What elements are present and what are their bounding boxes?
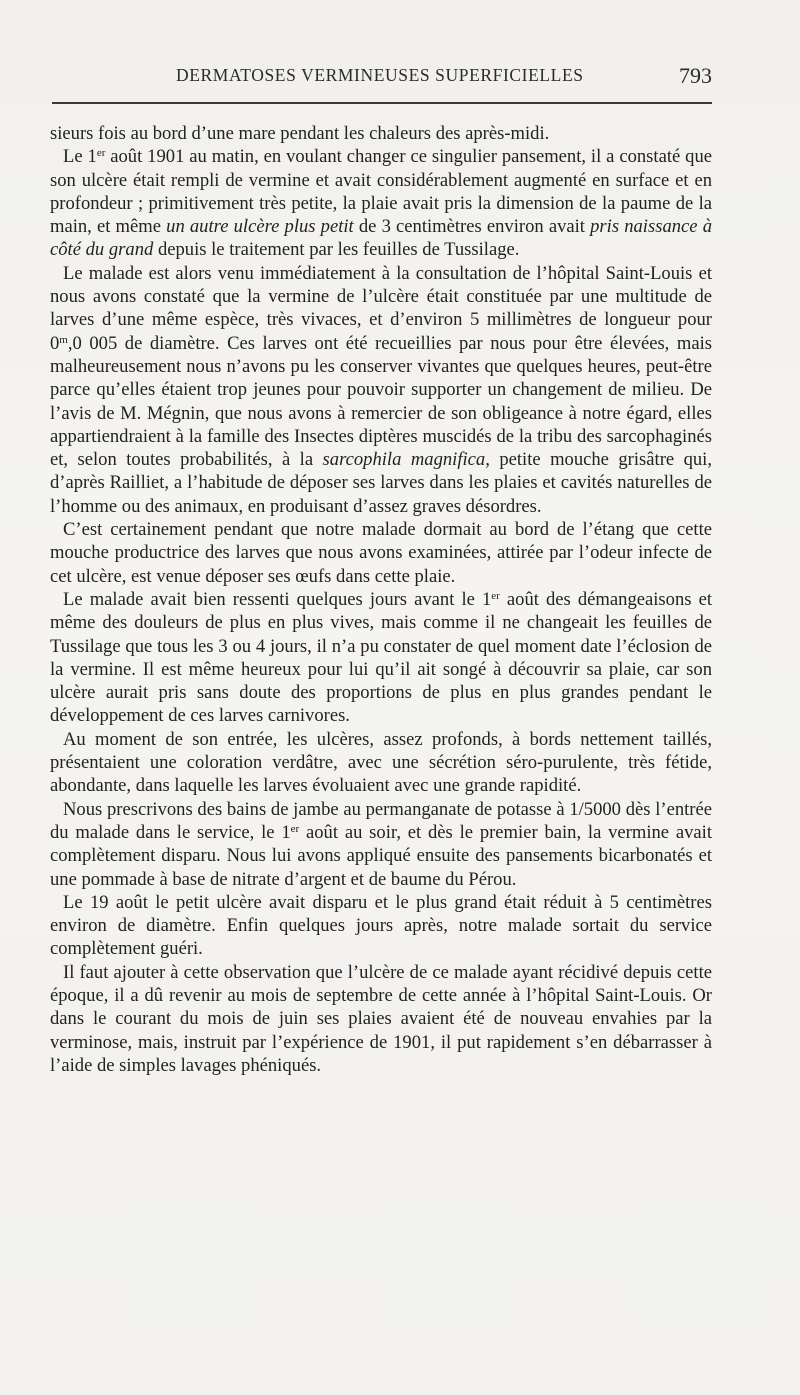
paragraph-p4 [50, 518, 712, 588]
text-run: de 3 centimètres environ avait [353, 216, 591, 238]
text-run: C’est certainement pendant que notre malade dormait au bord de l’étang que cette mouche productrice des larves que nous avons examinées, attirée par l’odeur infecte de cet ulcère, est venue déposer ses œufs dans cette plaie. [50, 519, 712, 587]
italic-text: un autre ulcère plus petit [166, 216, 354, 238]
paragraph-p3 [50, 262, 712, 518]
text-run: août au soir, et dès le premier bain, la vermine avait complètement disparu. Nous lui avons appliqué ensuite des pansements bicarbonatés et une pommade à base de nitrate d’argent et de baume du Pérou. [50, 821, 712, 890]
running-title: DERMATOSES VERMINEUSES SUPERFICIELLES [176, 65, 584, 85]
text-run: depuis le traitement par les feuilles de Tussilage. [153, 239, 520, 261]
text-run: petite mouche grisâtre qui, d’après Railliet, a l’habitude de déposer ses larves dans les plaies et cavités naturelles de l’homme ou des animaux, en produisant d’assez graves désordres. [50, 449, 713, 517]
text-run: Nous prescrivons des bains de jambe au permanganate de potasse à 1/5000 dès l’entrée du malade dans le service, le 1 [50, 798, 712, 843]
paragraph-p8 [50, 891, 712, 961]
superscript: m [59, 333, 68, 346]
superscript: er [96, 147, 106, 160]
text-run: Au moment de son entrée, les ulcères, assez profonds, à bords nettement taillés, présentaient une coloration verdâtre, avec une sécrétion séro-purulente, très fétide, abondante, dans laquelle les larves évoluaient avec une grande rapidité. [50, 728, 712, 797]
paragraph-p6 [50, 728, 712, 798]
page-header [50, 63, 712, 93]
text-run: Il faut ajouter à cette observation que l’ulcère de ce malade ayant récidivé depuis cette époque, il a dû revenir au mois de septembre de cette année à l’hôpital Saint-Louis. Or dans le courant du mois de juin ses plaies avaient été de nouveau envahies par la verminose, mais, instruit par l’expérience de 1901, il put rapidement s’en débarrasser à l’aide de simples lavages phéniqués. [50, 961, 712, 1076]
text-run: Le 19 août le petit ulcère avait disparu et le plus grand était réduit à 5 centimètres environ de diamètre. Enfin quelques jours après, notre malade sortait du service complètement guéri. [50, 891, 712, 960]
text-run: août des démangeaisons et même des douleurs de plus en plus vives, mais comme il ne changeait les feuilles de Tussilage que tous les 3 ou 4 jours, il n’a pu constater de quel moment date l’éclosion de la vermine. Il est même heureux pour lui qu’il ait songé à découvrir sa plaie, car son ulcère aurait pris sans doute des proportions de plus en plus grandes pendant le développement de ces larves carnivores. [50, 588, 712, 727]
text-run: Le malade avait bien ressenti quelques jours avant le 1 [63, 588, 492, 610]
header-rule [52, 102, 712, 104]
text-run: sieurs fois au bord d’une mare pendant les chaleurs des après-midi. [50, 123, 550, 144]
paragraph-p5 [50, 588, 712, 728]
text-run: août 1901 au matin, en voulant changer ce singulier pansement, il a constaté que son ulcère était rempli de vermine et avait considérablement augmenté en surface et en profondeur ; primitivement très petite, la plaie avait pris la dimension de la paume de la main, et même [50, 146, 712, 238]
superscript: er [491, 589, 500, 602]
text-run: Le malade est alors venu immédiatement à la consultation de l’hôpital Saint-Louis et nous avons constaté que la vermine de l’ulcère était constituée par une multitude de larves d’une même espèce, très vivaces, et d’environ 5 millimètres de longueur pour 0 [50, 262, 712, 354]
text-run: ,0 005 de diamètre. Ces larves ont été recueillies par nous pour être élevées, mais malheureusement nous n’avons pu les conserver vivantes que quelques heures, peut-être parce qu’elles étaient trop jeunes pour pouvoir supporter un changement de milieu. De l’avis de M. Mégnin, que nous avons à remercier de son obligeance à notre égard, elles appartiendraient à la famille des Insectes diptères muscidés de la tribu des sarcophaginés et, selon toutes probabilités, à la [50, 332, 712, 471]
italic-text: pris naissance à côté du grand [50, 216, 712, 261]
paragraph-p7 [50, 798, 712, 891]
body-text [50, 122, 712, 1077]
paragraph-p2 [50, 145, 712, 261]
paragraph-p9 [50, 961, 712, 1077]
italic-text: sarcophila magnifica, [322, 449, 490, 471]
text-run: Le 1 [63, 146, 97, 168]
superscript: er [290, 822, 300, 835]
paragraph-p1 [50, 122, 712, 145]
page-number: 793 [679, 63, 712, 88]
